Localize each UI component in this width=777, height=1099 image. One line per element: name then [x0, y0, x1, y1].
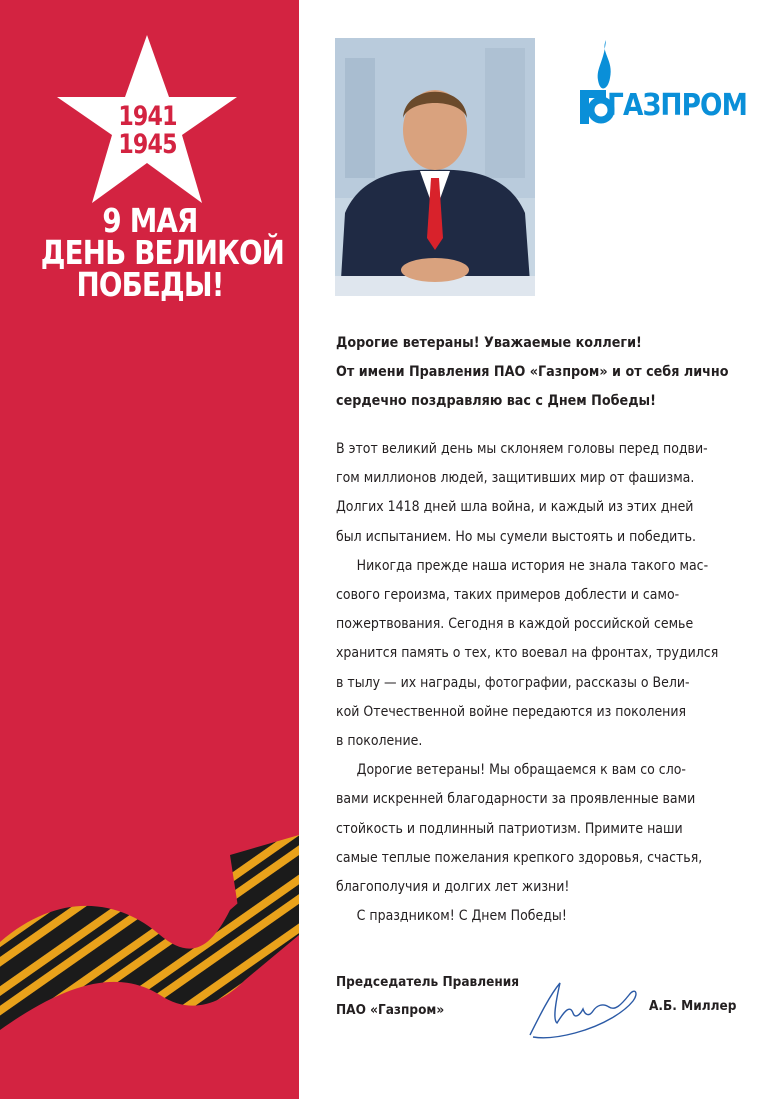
signature-position: Председатель Правления [336, 974, 520, 990]
body-line: Дорогие ветераны! Мы обращаемся к вам со сло- [356, 761, 686, 779]
body-line: самые теплые пожелания крепкого здоровья, счастья, [336, 848, 703, 866]
signatory-name: А.Б. Миллер [649, 998, 737, 1014]
signature-title [336, 968, 539, 1024]
greeting-line: От имени Правления ПАО «Газпром» и от себя лично [336, 364, 729, 380]
title-line-date: 9 МАЯ [102, 201, 198, 240]
portrait-image [335, 38, 535, 296]
title-line-victory: ПОБЕДЫ! [76, 265, 224, 304]
gazprom-logo [570, 38, 748, 128]
body-line: гом миллионов людей, защитивших мир от фашизма. [336, 469, 695, 487]
body-line: благополучия и долгих лет жизни! [336, 878, 570, 896]
year-end: 1945 [118, 129, 177, 160]
body-line: Долгих 1418 дней шла война, и каждый из этих дней [336, 498, 694, 516]
victory-day-title [20, 201, 285, 304]
greeting-line: Дорогие ветераны! Уважаемые коллеги! [336, 335, 642, 351]
body-line: в тылу — их награды, фотографии, рассказы о Вели- [336, 673, 690, 691]
portrait-photo [335, 38, 535, 296]
body-line: С праздником! С Днем Победы! [356, 907, 567, 925]
body-line: был испытанием. Но мы сумели выстоять и победить. [336, 527, 697, 545]
body-line: Никогда прежде наша история не знала такого мас- [356, 556, 709, 574]
victory-star [55, 35, 240, 210]
signature-company: ПАО «Газпром» [336, 1002, 445, 1018]
letter-body [336, 434, 740, 930]
body-line: кой Отечественной войне передаются из поколения [336, 702, 687, 720]
body-line: в поколение. [336, 732, 423, 750]
body-line: сового героизма, таких примеров доблести и само- [336, 586, 680, 604]
greeting-line: сердечно поздравляю вас с Днем Победы! [336, 393, 656, 409]
year-start: 1941 [118, 101, 177, 132]
years-label [72, 103, 224, 159]
body-line: вами искренней благодарности за проявленные вами [336, 790, 696, 808]
st-george-ribbon [0, 830, 299, 1099]
body-line: хранится память о тех, кто воевал на фронтах, трудился [336, 644, 719, 662]
greeting [336, 329, 740, 416]
body-line: пожертвования. Сегодня в каждой российской семье [336, 615, 694, 633]
logo-text: ГАЗПРОМ [607, 88, 748, 123]
left-panel [0, 0, 299, 1099]
handwritten-signature [525, 975, 645, 1045]
title-line-day: ДЕНЬ ВЕЛИКОЙ [40, 233, 285, 272]
body-line: стойкость и подлинный патриотизм. Примите наши [336, 819, 683, 837]
body-line: В этот великий день мы склоняем головы перед подви- [336, 440, 708, 457]
